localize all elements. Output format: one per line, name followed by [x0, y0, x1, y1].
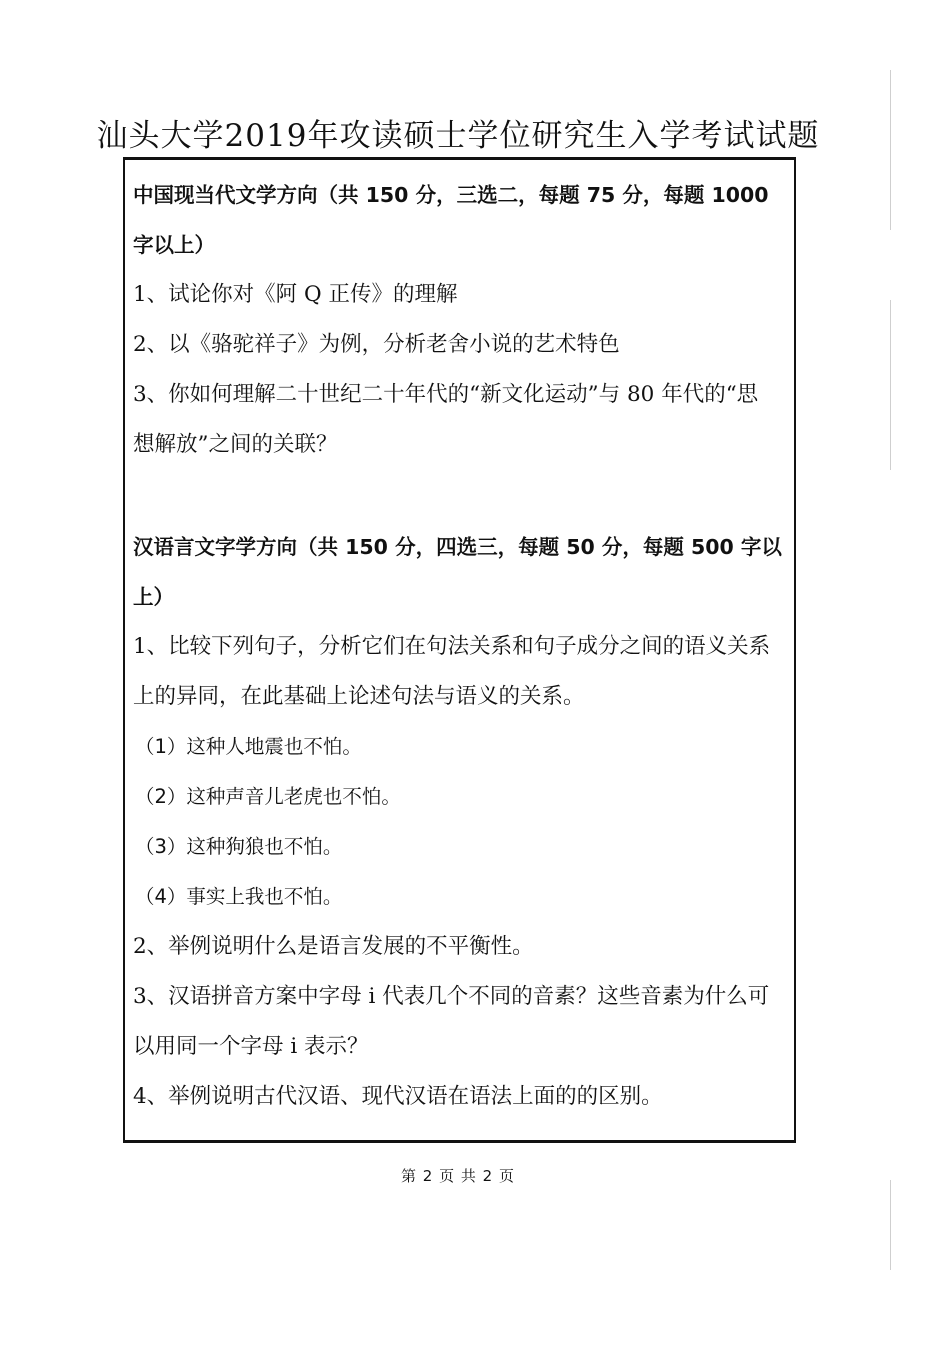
page-number-footer: 第 2 页 共 2 页: [401, 1167, 515, 1185]
scan-edge-middle: [890, 300, 891, 470]
section-heading-linguistics: 汉语言文字学方向（共 150 分，四选三，每题 50 分，每题 500 字以: [133, 535, 782, 559]
exam-question-box: [123, 157, 796, 1143]
scan-edge-bottom: [890, 1180, 891, 1270]
example-sentence-2: （2）这种声音儿老虎也不怕。: [135, 785, 401, 808]
example-sentence-1: （1）这种人地震也不怕。: [135, 735, 362, 758]
exam-content: [133, 170, 785, 1122]
question-1-syntax-semantics: 1、比较下列句子，分析它们在句法关系和句子成分之间的语义关系: [133, 634, 771, 659]
question-1-ah-q: 1、试论你对《阿 Q 正传》的理解: [133, 282, 458, 307]
example-sentence-4: （4）事实上我也不怕。: [135, 885, 343, 908]
question-3-pinyin-i-cont: 以用同一个字母 i 表示？: [133, 1034, 369, 1059]
question-3-pinyin-i: 3、汉语拼音方案中字母 i 代表几个不同的音素？这些音素为什么可: [133, 984, 770, 1009]
question-3-new-culture-cont: 想解放”之间的关联？: [133, 432, 338, 457]
example-sentence-3: （3）这种狗狼也不怕。: [135, 835, 343, 858]
exam-title: 汕头大学2019年攻读硕士学位研究生入学考试试题: [96, 118, 820, 154]
question-1-syntax-semantics-cont: 上的异同，在此基础上论述句法与语义的关系。: [133, 684, 585, 709]
question-4-grammar-comparison: 4、举例说明古代汉语、现代汉语在语法上面的的区别。: [133, 1084, 663, 1109]
section-heading-linguistics-cont: 上）: [133, 585, 174, 609]
question-2-camel-xiangzi: 2、以《骆驼祥子》为例，分析老舍小说的艺术特色: [133, 332, 620, 357]
section-spacer: [133, 470, 785, 522]
section-heading-modern-literature: 中国现当代文学方向（共 150 分，三选二，每题 75 分，每题 1000: [133, 183, 769, 207]
question-3-new-culture: 3、你如何理解二十世纪二十年代的“新文化运动”与 80 年代的“思: [133, 382, 759, 407]
question-2-language-development: 2、举例说明什么是语言发展的不平衡性。: [133, 934, 534, 959]
section-heading-modern-literature-cont: 字以上）: [133, 233, 215, 257]
